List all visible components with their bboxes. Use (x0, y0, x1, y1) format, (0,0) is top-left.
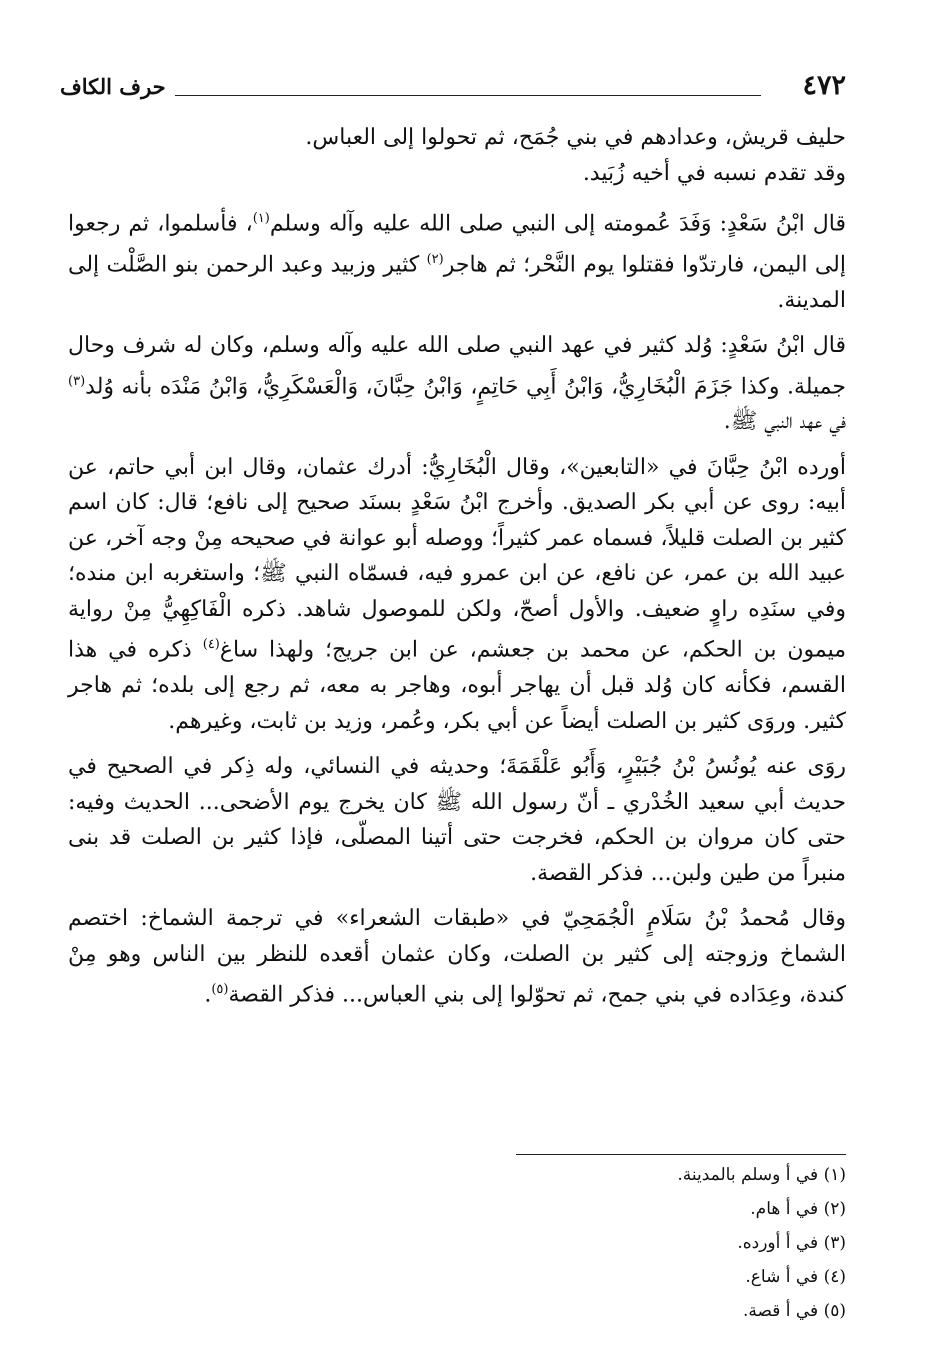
footnote: (١) في أ وسلم بالمدينة. (677, 1165, 846, 1185)
footnote: (٣) في أ أورده. (737, 1233, 846, 1253)
paragraph: حليف قريش، وعدادهم في بني جُمَح، ثم تحولوا إلى العباس. (305, 125, 846, 150)
footnote: (٤) في أ شاع. (745, 1267, 846, 1287)
paragraph: روَى عنه يُونُسُ بْنُ جُبَيْرٍ، وَأَبُو عَلْقَمَةَ؛ وحديثه في النسائي، وله ذِكر في الصحيح في حديث أبي سعيد الخُدْري ـ أنّ رسول الله ﷺ كان يخرج يوم الأضحى... الحديث وفيه: حتى كان مروان بن الحكم، فخرجت حتى أتينا المصلّى، فإذا كثير بن الصلت قد بنى منبراً من طين ولبن... فذكر القصة. (68, 754, 846, 886)
footnotes (446, 1158, 846, 1328)
footnote-ref: (٣) (68, 373, 86, 389)
footnote-ref: (٢) (426, 251, 444, 267)
page-header (60, 70, 846, 110)
footnote-ref: (٥) (211, 982, 229, 998)
paragraph: قال ابْنُ سَعْدٍ: وَفَدَ عُمومته إلى النبي صلى الله عليه وآله وسلم$^{(١)}$، فأسلموا، ثم رجعوا إلى اليمن، فارتدّوا فقتلوا يوم النَّحْر؛ ثم هاجر$^{(٢)}$ كثير وزبيد وعبد الرحمن بنو الصَّلْت إلى المدينة. (68, 211, 846, 313)
footnote-ref: (١) (252, 211, 270, 226)
paragraph: أورده ابْنُ حِبَّانَ في «التابعين»، وقال الْبُخَارِيُّ: أدرك عثمان، وقال ابن أبي حاتم، عن أبيه: روى عن أبي بكر الصديق. وأخرج ابْنُ سَعْدٍ بسنَد صحيح إلى نافع؛ قال: كان اسم كثير بن الصلت قليلاً، فسماه عمر كثيراً؛ ووصله أبو عوانة في صحيحه مِنْ وجه آخر، عن عبيد الله بن عمر، عن نافع، عن ابن عمرو فيه، فسمّاه النبي ﷺ؛ واستغربه ابن منده؛ وفي سنَدِه راوٍ ضعيف. والأول أصحّ، ولكن للموصول شاهد. ذكره الْفَاكِهِيُّ مِنْ رواية ميمون بن الحكم، عن محمد بن جعشم، عن ابن جريج؛ ولهذا ساغ$^{(٤)}$ ذكره في هذا القسم، فكأنه كان وُلد قبل أن يهاجر أبوه، وهاجر به معه، ثم رجع إلى بلده؛ ثم هاجر كثير. وروَى كثير بن الصلت أيضاً عن أبي بكر، وعُمر، وزيد بن ثابت، وغيرهم. (68, 454, 847, 734)
paragraph: وقال مُحمدُ بْنُ سَلَامٍ الْجُمَحِيّ في «طبقات الشعراء» في ترجمة الشماخ: اختصم الشماخ وزوجته إلى كثير بن الصلت، وكان عثمان أقعده للنظر بين الناس وهو مِنْ كندة، وعِدَاده في بني جمح، ثم تحوّلوا إلى بني العباس... فذكر القصة$^{(٥)}$. (68, 906, 846, 1008)
paragraph: وقد تقدم نسبه في أخيه زُبَيد. (582, 160, 846, 186)
footnote-rule (516, 1154, 846, 1155)
header-rule (175, 95, 761, 96)
body-text (68, 120, 846, 1013)
paragraph: قال ابْنُ سَعْدٍ: وُلد كثير في عهد النبي صلى الله عليه وآله وسلم، وكان له شرف وحال جميلة. وكذا جَزَمَ الْبُخَارِيُّ، وَابْنُ أَبِي حَاتِمٍ، وَابْنُ حِبَّانَ، وَالْعَسْكَرِيُّ، وَابْنُ مَنْدَه بأنه وُلد$^{(٣)}$ في عهد النبي ﷺ. (68, 333, 846, 435)
page-number: ٤٧٢ (802, 70, 846, 101)
footnote: (٢) في أ هام. (750, 1199, 846, 1219)
section-title: حرف الكاف (60, 74, 166, 99)
footnote-ref: (٤) (202, 637, 220, 653)
footnote: (٥) في أ قصة. (742, 1301, 846, 1321)
